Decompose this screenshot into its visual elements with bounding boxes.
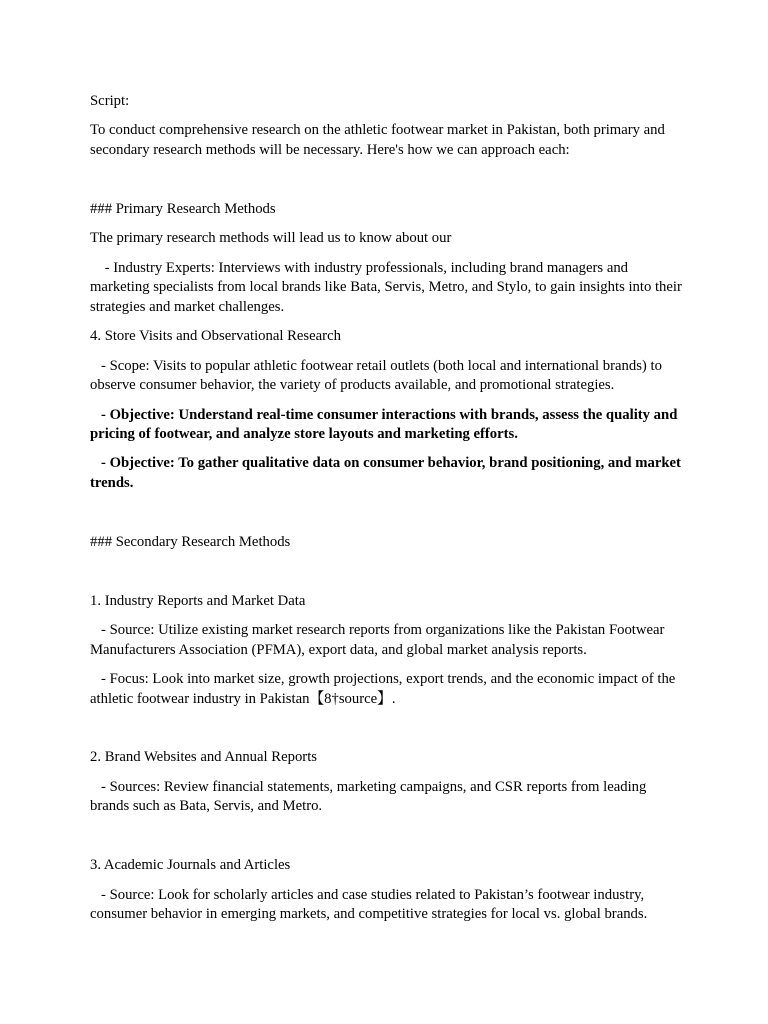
blank-line bbox=[90, 562, 682, 591]
list-heading: 2. Brand Websites and Annual Reports bbox=[90, 749, 317, 766]
paragraph: Script: bbox=[90, 93, 130, 109]
list-heading: 1. Industry Reports and Market Data bbox=[90, 592, 306, 609]
list-heading: 3. Academic Journals and Articles bbox=[90, 857, 291, 874]
paragraph: - Focus: Look into market size, growth projections, export trends, and the economic impact of the athletic footwear industry in Pakistan【8†source】. bbox=[90, 671, 679, 707]
bold-paragraph: - Objective: Understand real-time consumer interactions with brands, assess the quality and pricing of footwear, and analyze store layouts and marketing efforts. bbox=[90, 406, 682, 443]
section-heading: ### Secondary Research Methods bbox=[90, 533, 291, 550]
blank-line bbox=[90, 827, 682, 856]
list-heading: 4. Store Visits and Observational Research bbox=[90, 328, 341, 345]
paragraph: - Source: Look for scholarly articles and case studies related to Pakistan’s footwear industry, consumer behavior in emerging markets, and competitive strategies for local vs. global brands. bbox=[90, 886, 648, 923]
paragraph: The primary research methods will lead us to know about our bbox=[90, 230, 452, 247]
section-heading: ### Primary Research Methods bbox=[90, 200, 276, 217]
blank-line bbox=[90, 503, 682, 532]
blank-line bbox=[90, 719, 682, 748]
paragraph: To conduct comprehensive research on the athletic footwear market in Pakistan, both primary and secondary research methods will be necessary. Here's how we can approach each: bbox=[90, 122, 669, 158]
paragraph: - Source: Utilize existing market research reports from organizations like the Pakistan Footwear Manufacturers Association (PFMA), export data, and global market analysis reports. bbox=[90, 622, 669, 658]
paragraph: - Scope: Visits to popular athletic footwear retail outlets (both local and international brands) to observe consumer behavior, the variety of products available, and promotional strategies. bbox=[90, 357, 666, 394]
blank-line bbox=[90, 170, 682, 199]
paragraph: - Sources: Review financial statements, marketing campaigns, and CSR reports from leading brands such as Bata, Servis, and Metro. bbox=[90, 778, 651, 815]
document-page bbox=[90, 92, 686, 935]
paragraph: - Industry Experts: Interviews with industry professionals, including brand managers and marketing specialists from local brands like Bata, Servis, Metro, and Stylo, to gain insights into their strategies and market challenges. bbox=[90, 259, 686, 315]
bold-paragraph: - Objective: To gather qualitative data on consumer behavior, brand positioning, and market trends. bbox=[90, 455, 685, 492]
